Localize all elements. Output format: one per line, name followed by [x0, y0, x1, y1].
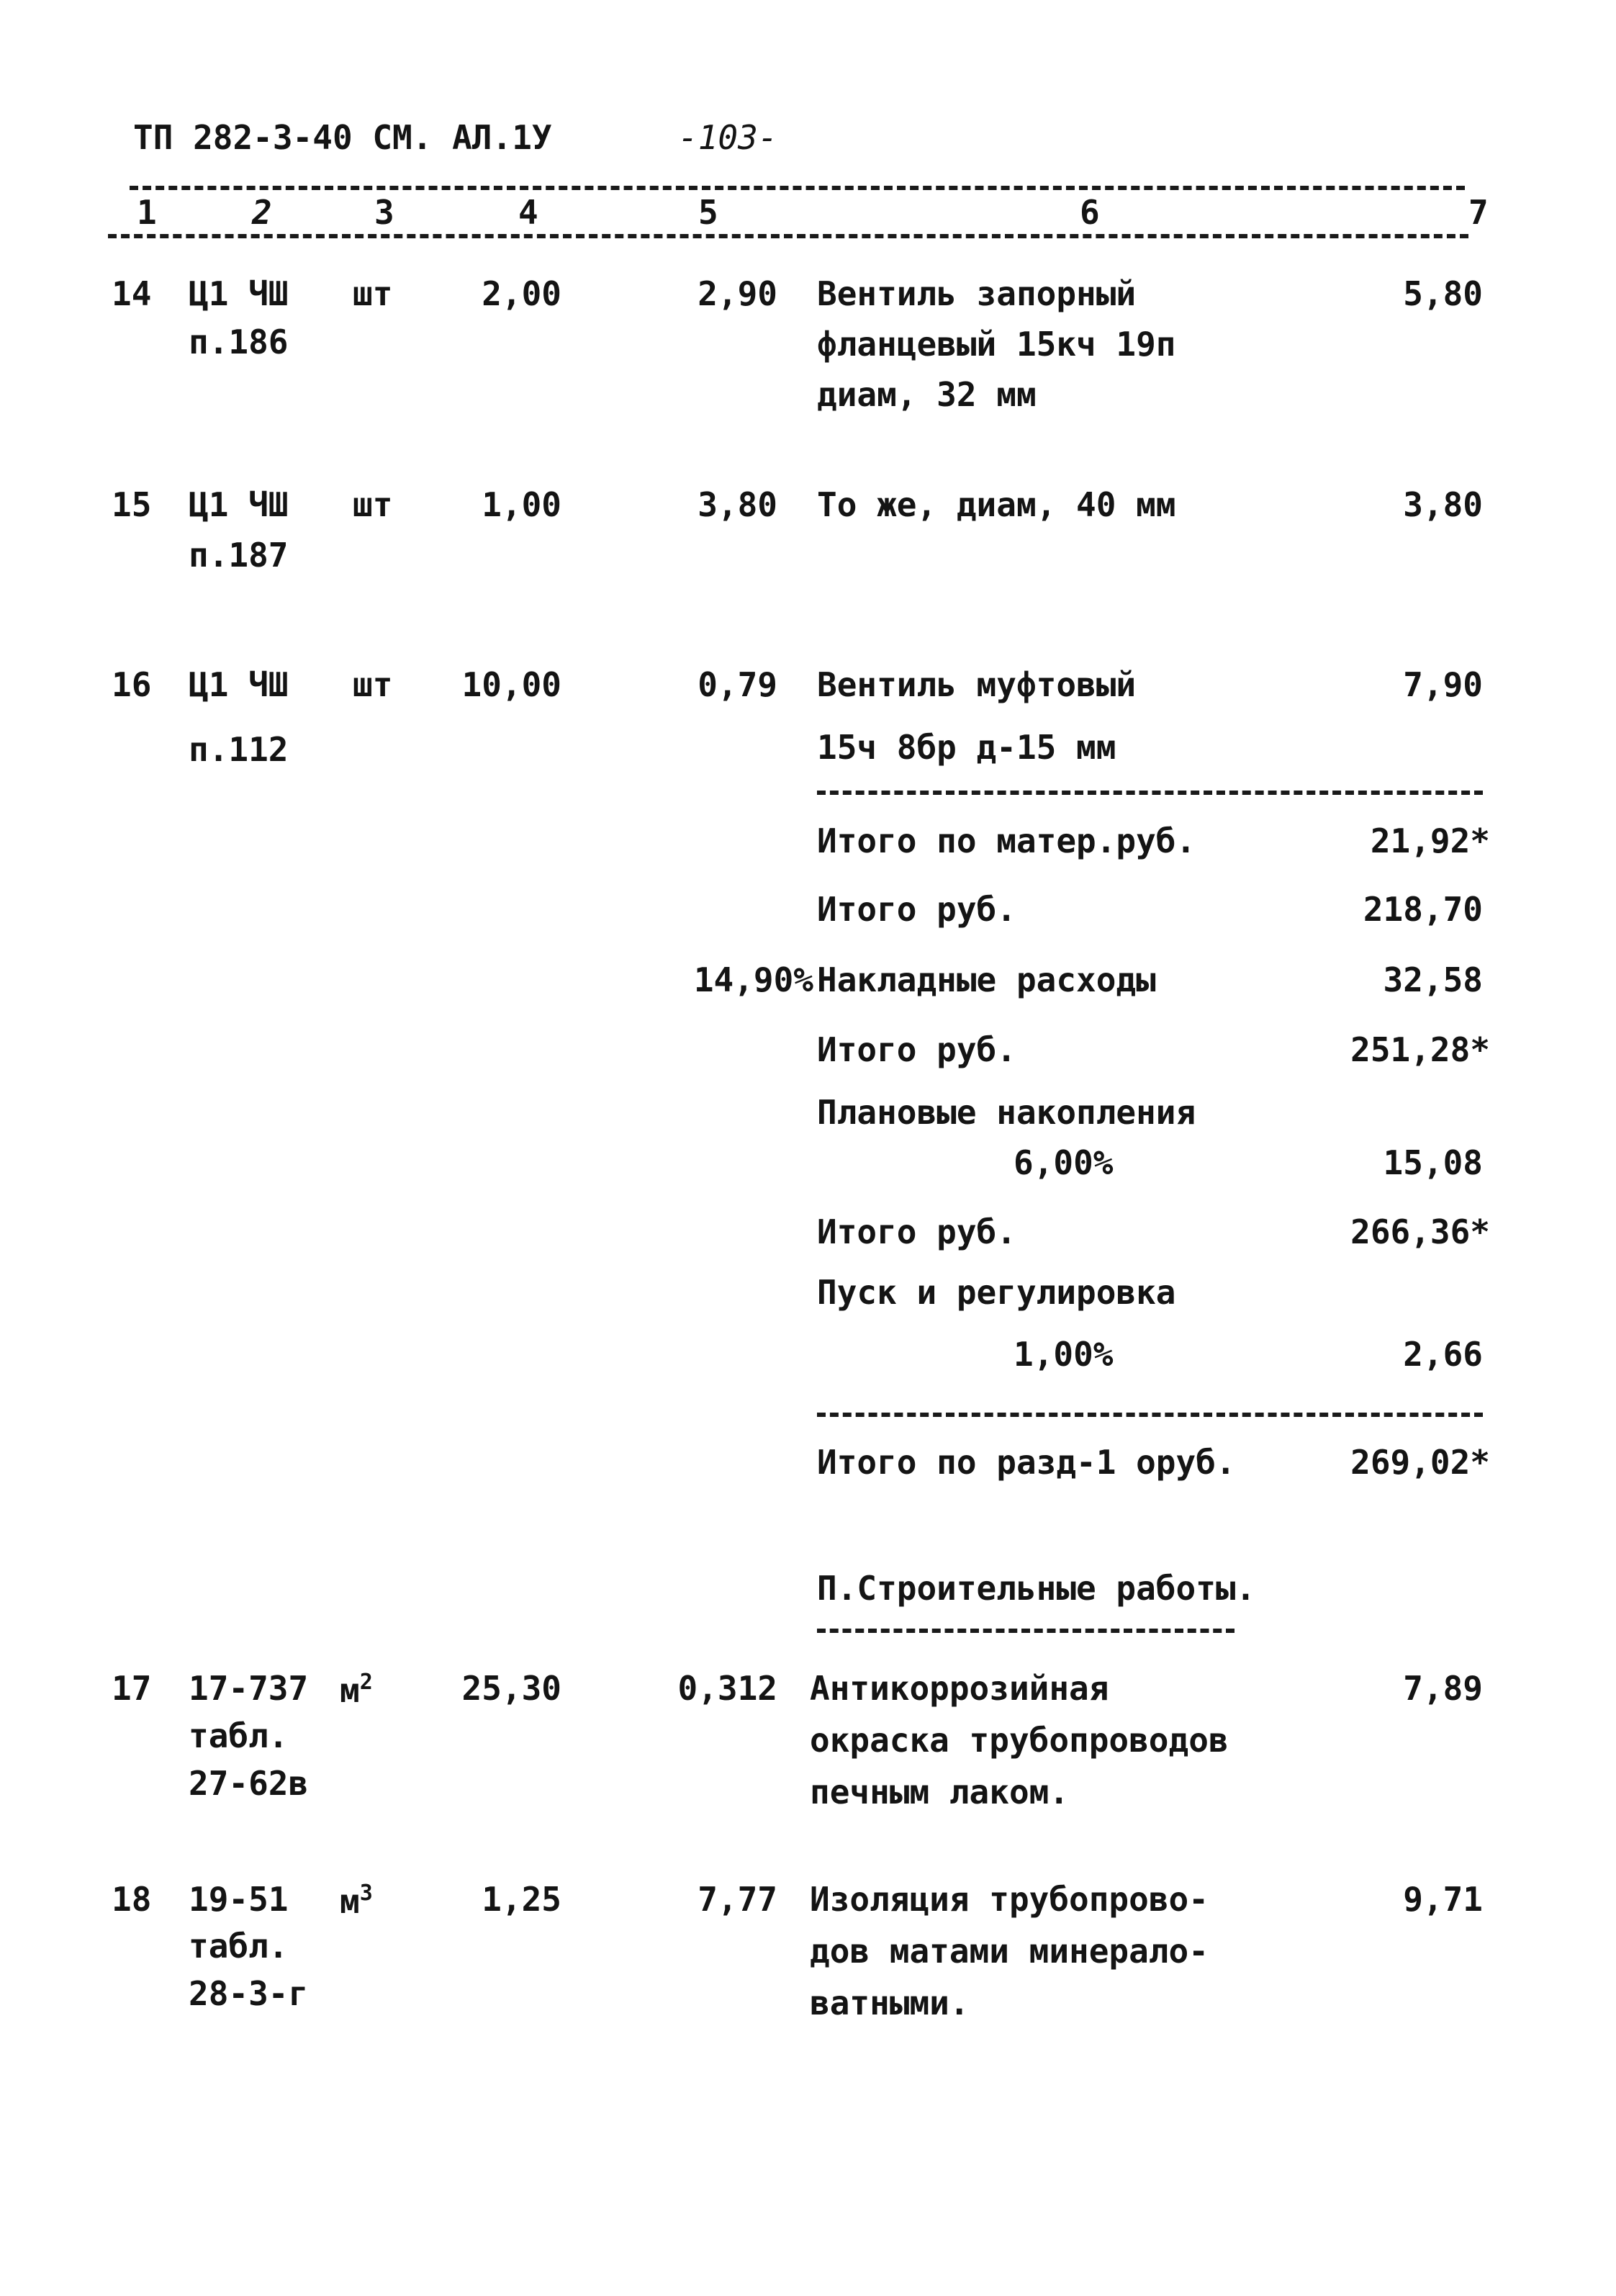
summary-percent: 14,90% [693, 960, 813, 999]
summary-value: 251,28* [1350, 1030, 1490, 1069]
column-number: 3 [374, 193, 394, 232]
row-description: ватными. [810, 1984, 970, 2022]
summary-label: Итого руб. [817, 1030, 1016, 1069]
row-description: диам, 32 мм [817, 375, 1037, 414]
row-number: 14 [112, 274, 152, 313]
row-code: Ц1 ЧШ [189, 665, 289, 704]
row-code: 17-737 [189, 1669, 309, 1708]
row-code: 19-51 [189, 1880, 289, 1919]
summary-label: Итого руб. [817, 890, 1016, 929]
row-code: Ц1 ЧШ [189, 274, 289, 313]
section-heading-rule [817, 1629, 1234, 1633]
document-reference: ТП 282-3-40 СМ. АЛ.1У [133, 118, 552, 157]
row-number: 17 [112, 1669, 152, 1708]
summary-percent: 1,00% [1014, 1335, 1114, 1374]
section-heading: П.Строительные работы. [817, 1569, 1256, 1608]
summary-label: Итого руб. [817, 1212, 1016, 1251]
row-description: То же, диам, 40 мм [817, 485, 1176, 524]
row-code: п.112 [189, 730, 289, 769]
row-quantity: 10,00 [461, 665, 561, 704]
row-code: п.186 [189, 323, 289, 361]
column-number: 6 [1080, 193, 1100, 232]
column-number: 2 [252, 193, 272, 232]
header-rule-top [130, 186, 1465, 190]
row-unit: шт [353, 485, 393, 524]
summary-rule-bottom [817, 1413, 1483, 1417]
row-number: 18 [112, 1880, 152, 1919]
row-description: фланцевый 15кч 19п [817, 325, 1176, 364]
summary-label: Пуск и регулировка [817, 1273, 1176, 1312]
row-unit-price: 0,312 [677, 1669, 777, 1708]
row-unit-price: 7,77 [698, 1880, 777, 1919]
summary-value: 15,08 [1383, 1143, 1483, 1182]
header-rule-bottom [108, 234, 1468, 238]
row-unit-price: 0,79 [698, 665, 777, 704]
summary-value: 218,70 [1363, 890, 1483, 929]
row-description: 15ч 8бр д-15 мм [817, 728, 1116, 767]
row-description: Вентиль запорный [817, 274, 1137, 313]
summary-rule-top [817, 791, 1483, 795]
row-quantity: 1,00 [482, 485, 561, 524]
column-number: 7 [1468, 193, 1489, 232]
summary-value: 266,36* [1350, 1212, 1490, 1251]
summary-label: Итого по разд-1 оруб. [817, 1443, 1236, 1482]
row-total: 9,71 [1403, 1880, 1483, 1919]
summary-percent: 6,00% [1014, 1143, 1114, 1182]
row-total: 3,80 [1403, 485, 1483, 524]
row-description: окраска трубопроводов [810, 1721, 1229, 1760]
row-unit: $м^3$ [340, 1881, 373, 1921]
row-total: 7,90 [1403, 665, 1483, 704]
row-description: Вентиль муфтовый [817, 665, 1137, 704]
row-quantity: 1,25 [482, 1880, 561, 1919]
summary-value: 21,92* [1370, 821, 1490, 860]
row-total: 7,89 [1403, 1669, 1483, 1708]
summary-value: 269,02* [1350, 1443, 1490, 1482]
column-number: 1 [137, 193, 157, 232]
row-unit: шт [353, 665, 393, 704]
page-number: -103- [678, 118, 778, 157]
row-description: печным лаком. [810, 1773, 1070, 1811]
row-code: табл. [189, 1927, 289, 1966]
summary-value: 32,58 [1383, 960, 1483, 999]
row-description: Изоляция трубопрово- [810, 1880, 1209, 1919]
row-code: табл. [189, 1716, 289, 1755]
summary-label: Итого по матер.руб. [817, 821, 1196, 860]
row-number: 16 [112, 665, 152, 704]
row-number: 15 [112, 485, 152, 524]
row-description: Антикоррозийная [810, 1669, 1109, 1708]
row-unit: шт [353, 274, 393, 313]
column-number: 5 [698, 193, 718, 232]
column-number: 4 [518, 193, 538, 232]
row-unit-price: 2,90 [698, 274, 777, 313]
row-code: 27-62в [189, 1764, 309, 1803]
summary-label: Накладные расходы [817, 960, 1156, 999]
row-unit: $м^2$ [340, 1670, 373, 1710]
row-unit-price: 3,80 [698, 485, 777, 524]
row-code: п.187 [189, 536, 289, 575]
summary-value: 2,66 [1403, 1335, 1483, 1374]
row-code: 28-3-г [189, 1974, 309, 2013]
summary-label: Плановые накопления [817, 1093, 1196, 1132]
row-quantity: 2,00 [482, 274, 561, 313]
row-quantity: 25,30 [461, 1669, 561, 1708]
row-description: дов матами минерало- [810, 1932, 1209, 1971]
row-total: 5,80 [1403, 274, 1483, 313]
row-code: Ц1 ЧШ [189, 485, 289, 524]
